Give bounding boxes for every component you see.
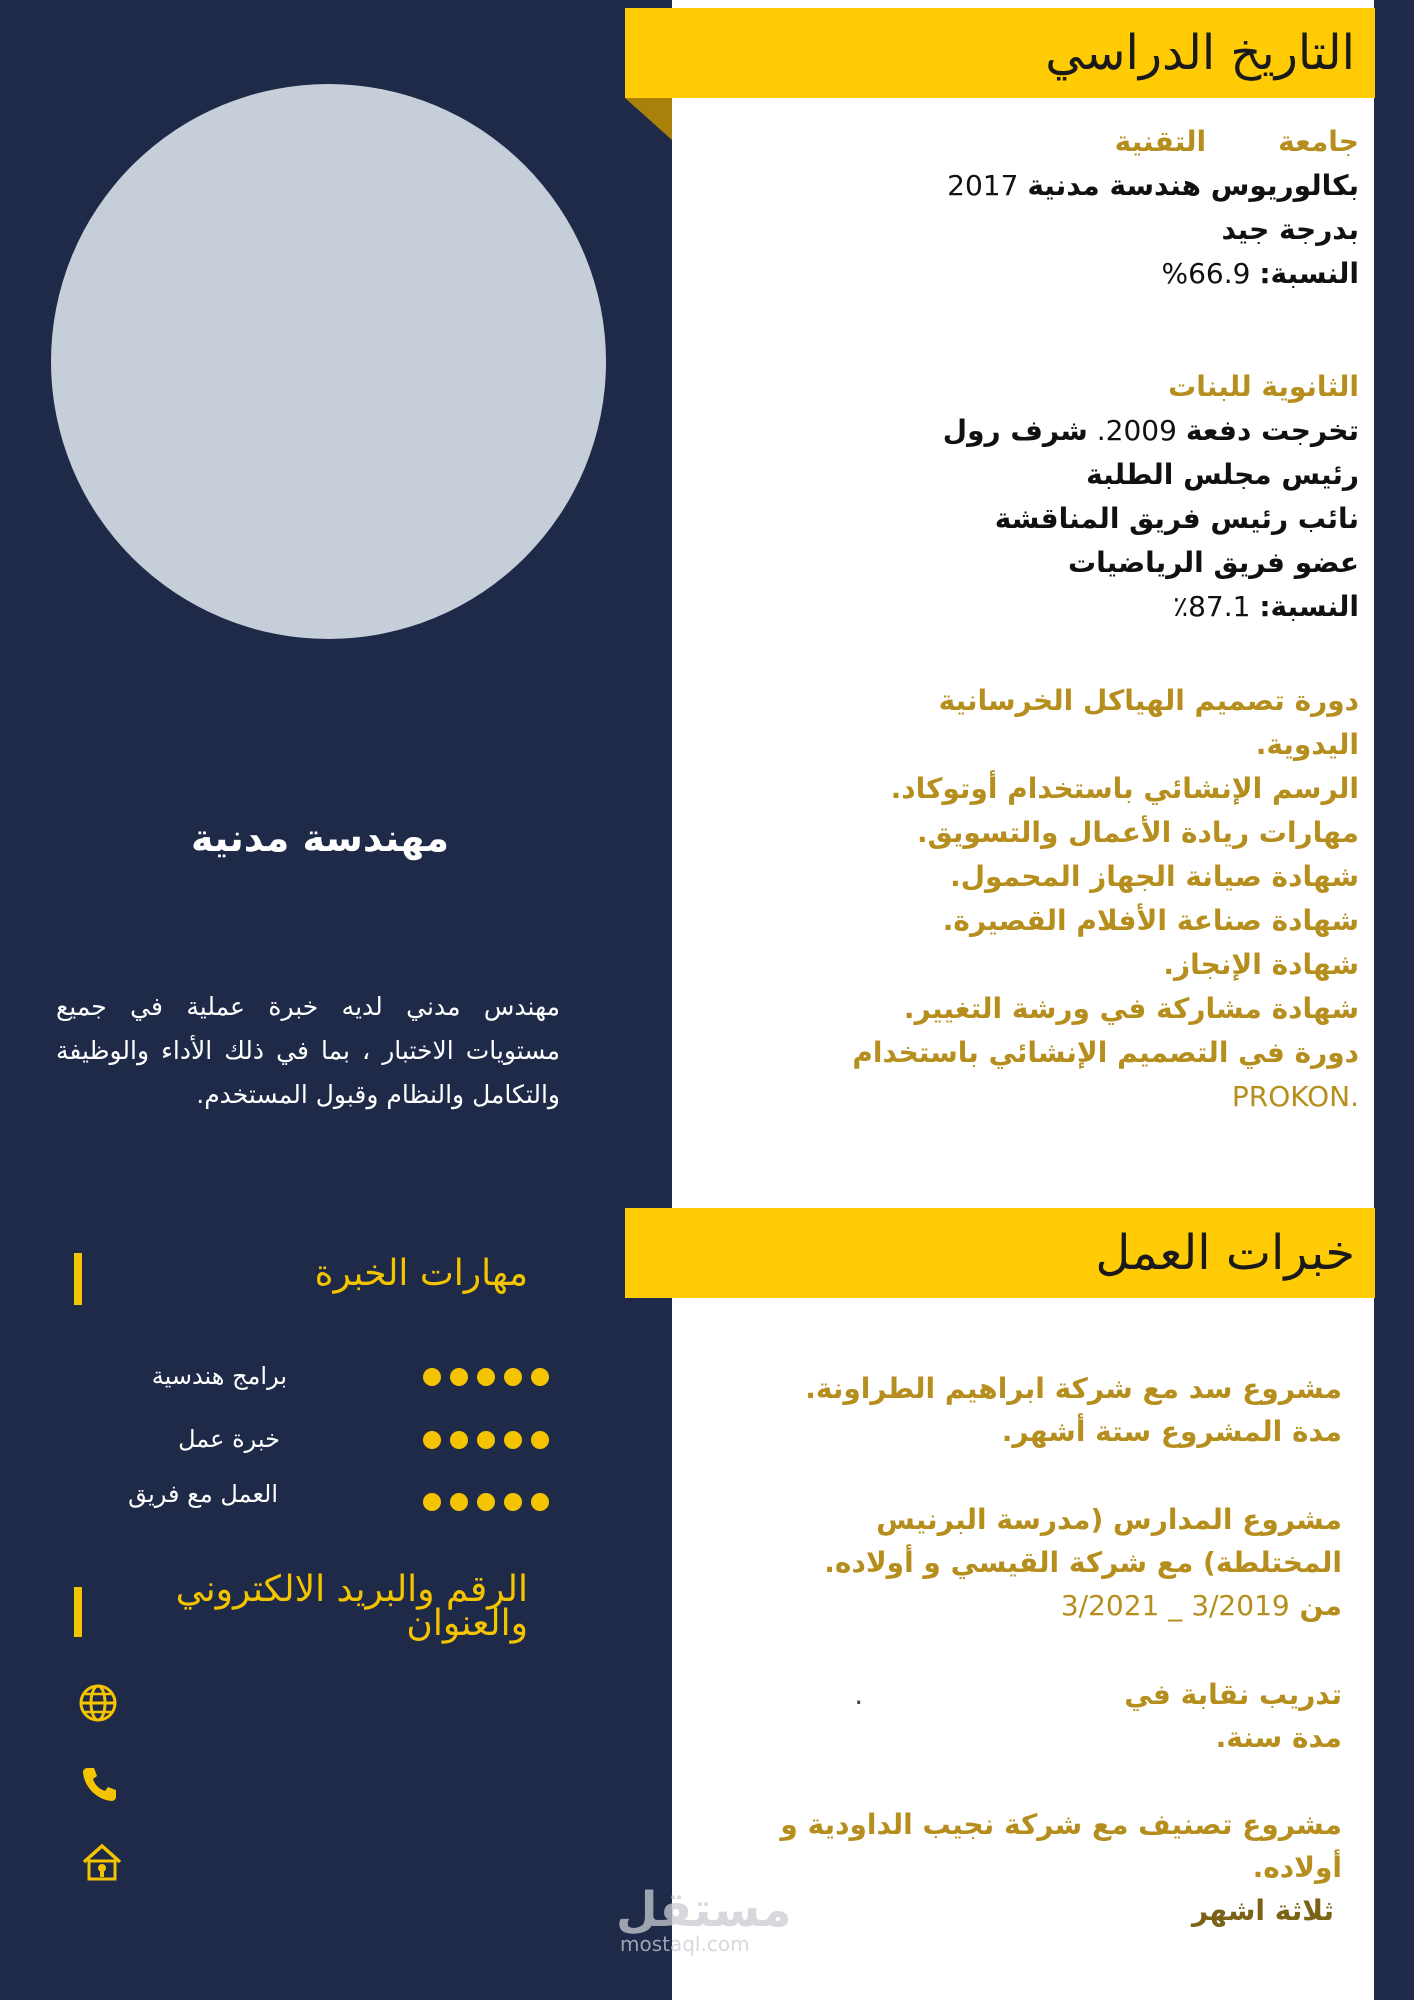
contact-details-box — [154, 1663, 564, 1983]
training-dot: . — [854, 1678, 864, 1711]
rating-dot — [531, 1493, 549, 1511]
rating-dot — [450, 1368, 468, 1386]
profile-photo-placeholder — [51, 84, 606, 639]
dates-from: من — [1299, 1589, 1342, 1622]
rating-dot — [423, 1431, 441, 1449]
skill-label: برامج هندسية — [151, 1362, 287, 1390]
graduation-line — [799, 409, 1359, 453]
watermark-logo: مستقل — [616, 1882, 792, 1938]
course-item: شهادة الإنجاز. — [1163, 948, 1359, 981]
work-item — [722, 1367, 1342, 1453]
rating-dot — [477, 1431, 495, 1449]
degree-title: بكالوريوس هندسة مدنية — [1027, 169, 1359, 202]
course-item-tail: .PROKON — [1231, 1080, 1359, 1113]
work-item — [722, 1673, 1342, 1759]
work-item-company: أولاده. — [1252, 1851, 1342, 1884]
university-ratio — [799, 252, 1359, 296]
course-item: اليدوية. — [1255, 728, 1359, 761]
rating-dot — [477, 1368, 495, 1386]
contact-heading: الرقم والبريد الالكتروني والعنوان — [175, 1569, 528, 1644]
ratio-value: 87.1٪ — [1173, 590, 1251, 623]
work-item-duration: ثلاثة اشهر — [1191, 1894, 1334, 1927]
work-item-title: مشروع تصنيف مع شركة نجيب الداودية و — [780, 1808, 1342, 1841]
rating-dot — [450, 1493, 468, 1511]
job-title: مهندسة مدنية — [190, 816, 450, 860]
dates-range: 3/2019 _ 3/2021 — [1060, 1589, 1290, 1622]
skill-label: خبرة عمل — [178, 1425, 280, 1453]
skills-heading: مهارات الخبرة — [314, 1253, 528, 1294]
name-box — [30, 656, 630, 806]
work-item-dates — [722, 1584, 1342, 1627]
rating-dot — [477, 1493, 495, 1511]
phone-icon — [78, 1762, 122, 1806]
course-item: شهادة صناعة الأفلام القصيرة. — [942, 904, 1359, 937]
work-item — [722, 1498, 1342, 1627]
university-name — [799, 120, 1359, 164]
ratio-value: 66.9% — [1161, 257, 1251, 290]
degree-year: 2017 — [947, 169, 1019, 202]
degree-grade: بدرجة جيد — [1221, 213, 1359, 246]
course-item: دورة في التصميم الإنشائي باستخدام — [852, 1036, 1359, 1069]
rating-dot — [504, 1368, 522, 1386]
right-edge-strip — [1374, 0, 1414, 2000]
education-heading: التاريخ الدراسي — [1045, 25, 1355, 81]
degree-line — [799, 164, 1359, 208]
school-ratio — [799, 585, 1359, 629]
education-heading-bar — [625, 8, 1375, 98]
school-name: الثانوية للبنات — [1168, 370, 1359, 403]
training-title: تدريب نقابة في — [1124, 1678, 1342, 1711]
courses-list — [799, 679, 1359, 1119]
work-heading-bar — [625, 1208, 1375, 1298]
rating-dot — [504, 1431, 522, 1449]
work-heading: خبرات العمل — [1095, 1225, 1355, 1281]
work-item-title — [722, 1673, 1342, 1716]
skill-rating — [423, 1493, 549, 1511]
university-entry — [799, 120, 1359, 296]
profile-summary: مهندس مدني لديه خبرة عملية في جميع مستويات الاختبار ، بما في ذلك الأداء والوظيفة والتكامل والنظام وقبول المستخدم. — [56, 992, 560, 1109]
work-item-title: مشروع المدارس (مدرسة البرنيس — [876, 1503, 1342, 1536]
ratio-label: النسبة: — [1259, 590, 1359, 623]
graduation-label: تخرجت دفعة — [1185, 414, 1359, 447]
school-role: رئيس مجلس الطلبة — [1086, 458, 1359, 491]
home-icon — [80, 1840, 124, 1884]
skill-rating — [423, 1431, 549, 1449]
rating-dot — [531, 1368, 549, 1386]
school-role: نائب رئيس فريق المناقشة — [994, 502, 1359, 535]
globe-icon — [76, 1681, 120, 1725]
heading-fold-corner — [625, 98, 672, 140]
rating-dot — [504, 1493, 522, 1511]
school-entry — [799, 365, 1359, 629]
honor-roll: شرف رول — [942, 414, 1088, 447]
course-item: شهادة مشاركة في ورشة التغيير. — [903, 992, 1359, 1025]
course-item: دورة تصميم الهياكل الخرسانية — [938, 684, 1359, 717]
work-item-title: مشروع سد مع شركة ابراهيم الطراونة. — [805, 1372, 1342, 1405]
skill-rating — [423, 1368, 549, 1386]
skill-label: العمل مع فريق — [128, 1480, 278, 1508]
ratio-label: النسبة: — [1259, 257, 1359, 290]
rating-dot — [450, 1431, 468, 1449]
skills-heading-bar — [74, 1253, 82, 1305]
work-item — [722, 1803, 1342, 1932]
watermark-domain: mostaql.com — [620, 1932, 750, 1956]
school-role: عضو فريق الرياضيات — [1068, 546, 1359, 579]
university-name-b: التقنية — [1114, 125, 1207, 158]
course-item: شهادة صيانة الجهاز المحمول. — [950, 860, 1359, 893]
course-item: مهارات ريادة الأعمال والتسويق. — [916, 816, 1359, 849]
rating-dot — [531, 1431, 549, 1449]
work-item-company: المختلطة) مع شركة القيسي و أولاده. — [824, 1546, 1342, 1579]
work-item-duration: مدة المشروع ستة أشهر. — [1001, 1415, 1342, 1448]
course-item: الرسم الإنشائي باستخدام أوتوكاد. — [890, 772, 1359, 805]
graduation-year: 2009. — [1096, 414, 1177, 447]
rating-dot — [423, 1368, 441, 1386]
university-name-a: جامعة — [1278, 125, 1359, 158]
rating-dot — [423, 1493, 441, 1511]
work-item-duration: مدة سنة. — [1215, 1721, 1342, 1754]
contact-heading-bar — [74, 1587, 82, 1637]
